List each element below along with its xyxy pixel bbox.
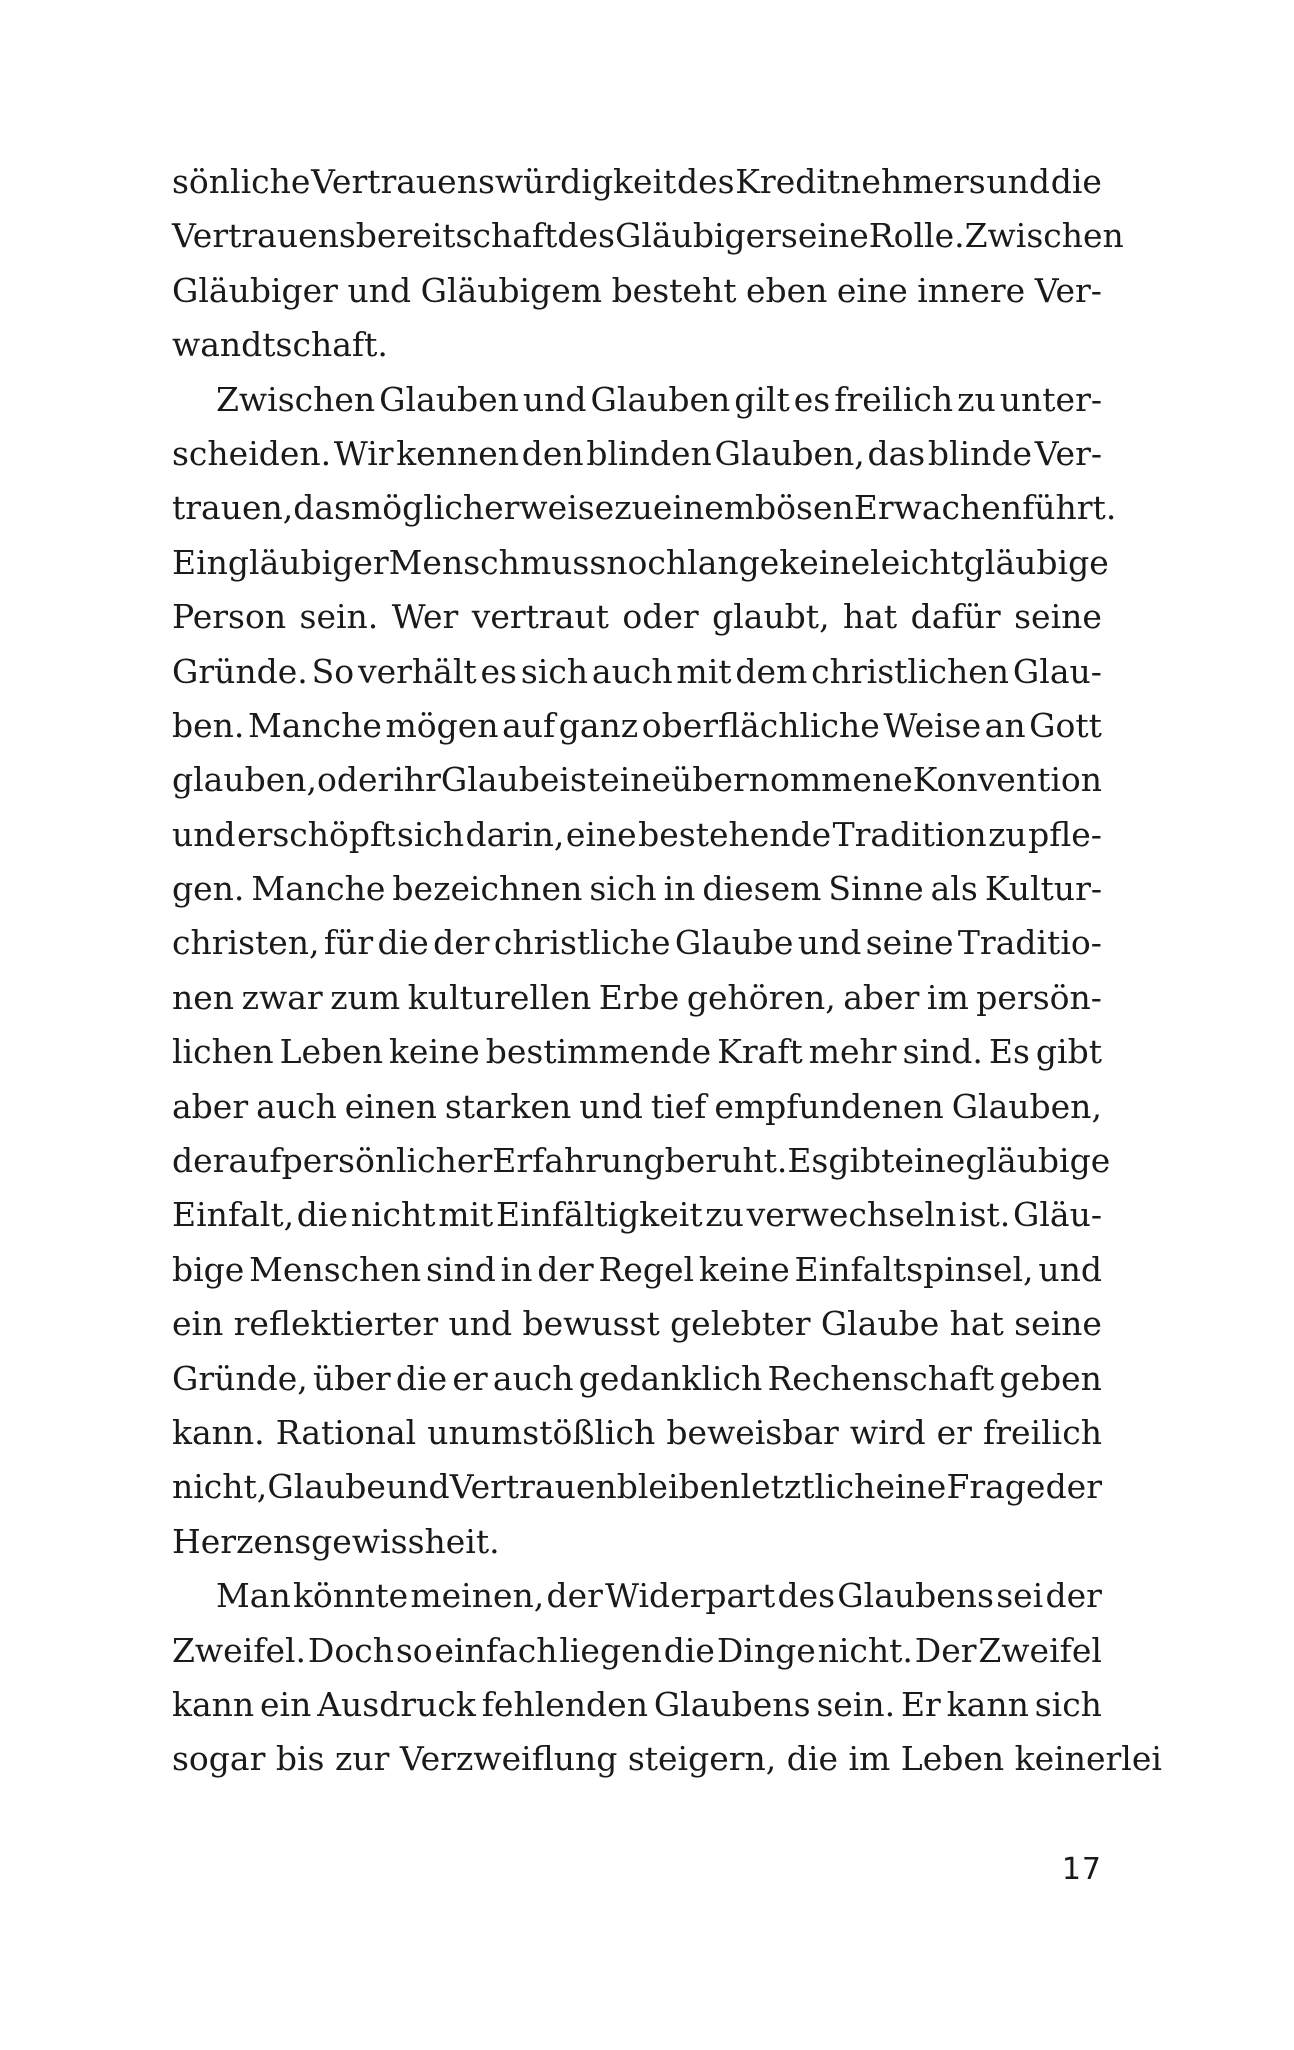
word: oder bbox=[317, 760, 394, 800]
word: zu bbox=[705, 1195, 744, 1235]
word: Ausdruck bbox=[317, 1684, 476, 1724]
word: Glaubens bbox=[837, 1576, 994, 1616]
word: Ein bbox=[172, 542, 228, 582]
word: auf bbox=[502, 705, 556, 745]
word: tief bbox=[650, 1086, 707, 1126]
word: ein bbox=[172, 1304, 224, 1344]
word: Erbe bbox=[598, 977, 680, 1017]
word: dafür bbox=[910, 597, 1001, 637]
word: Tradition bbox=[832, 814, 987, 854]
word: eine bbox=[875, 1467, 947, 1507]
word: der bbox=[1045, 1576, 1102, 1616]
word: es bbox=[793, 379, 831, 419]
word: besteht bbox=[611, 270, 737, 310]
word: darin, bbox=[465, 814, 565, 854]
word: bestehende bbox=[638, 814, 832, 854]
word: ein bbox=[260, 1684, 312, 1724]
word: oberflächliche bbox=[641, 705, 880, 745]
word: er bbox=[936, 1412, 972, 1452]
word: Konvention bbox=[912, 760, 1103, 800]
word: Der bbox=[914, 1630, 977, 1670]
word: Leben bbox=[279, 1032, 383, 1072]
word: die bbox=[663, 1630, 715, 1670]
word: empfundenen bbox=[714, 1086, 944, 1126]
word: hat bbox=[843, 597, 898, 637]
word: pfle- bbox=[1028, 814, 1102, 854]
word: einem bbox=[652, 488, 756, 528]
word: die bbox=[1050, 162, 1102, 201]
word: der bbox=[546, 1576, 603, 1616]
word: Manche bbox=[251, 869, 386, 909]
word: zu bbox=[988, 814, 1027, 854]
text-line bbox=[172, 1406, 1102, 1460]
word: sich bbox=[396, 814, 465, 854]
word: unter- bbox=[999, 379, 1102, 419]
word: eine bbox=[565, 814, 637, 854]
word: Dinge bbox=[716, 1630, 816, 1670]
word: und bbox=[579, 1086, 643, 1126]
text-line bbox=[172, 808, 1102, 862]
word: sei bbox=[996, 1576, 1044, 1616]
word: gen. bbox=[172, 869, 245, 909]
word: sich bbox=[520, 651, 589, 691]
word: nicht, bbox=[172, 1467, 268, 1507]
word: bezeichnen bbox=[392, 869, 583, 909]
word: Zweifel. bbox=[172, 1630, 307, 1670]
word: liegen bbox=[559, 1630, 662, 1670]
word: über bbox=[313, 1358, 391, 1398]
word: scheiden. bbox=[172, 433, 332, 473]
word: nen bbox=[172, 977, 235, 1017]
word: seine bbox=[1014, 597, 1102, 637]
text-line bbox=[172, 590, 1102, 644]
word: eine bbox=[797, 216, 869, 256]
word: bewusst bbox=[522, 1304, 660, 1344]
text-line bbox=[172, 862, 1102, 916]
word: Kraft bbox=[717, 1032, 803, 1072]
word: bige bbox=[172, 1249, 245, 1289]
word: Weise bbox=[883, 705, 982, 745]
text-line bbox=[172, 536, 1109, 590]
word: lichen bbox=[172, 1032, 274, 1072]
word: bestimmende bbox=[485, 1032, 712, 1072]
word: Gründe, bbox=[172, 1358, 308, 1398]
word: Man bbox=[216, 1576, 291, 1616]
word: Vertrauen bbox=[449, 1467, 617, 1507]
word: des bbox=[557, 216, 615, 256]
word: unumstößlich bbox=[427, 1412, 656, 1452]
word: an bbox=[984, 705, 1026, 745]
word: Gläubigem bbox=[420, 270, 603, 310]
word: lange bbox=[687, 542, 780, 582]
word: Rolle. bbox=[868, 216, 965, 256]
word: Glauben, bbox=[951, 1086, 1102, 1126]
word: der bbox=[433, 923, 490, 963]
word: glaubt, bbox=[712, 597, 830, 637]
word: ganz bbox=[558, 705, 639, 745]
word: Glau- bbox=[1012, 651, 1102, 691]
text-line bbox=[172, 1678, 1102, 1732]
word: er bbox=[452, 1358, 488, 1398]
word: blinden bbox=[586, 433, 712, 473]
word: Zwischen bbox=[964, 216, 1124, 256]
text-line bbox=[172, 427, 1102, 481]
word: keine bbox=[388, 1032, 480, 1072]
word: fehlenden bbox=[481, 1684, 648, 1724]
word: auf bbox=[228, 1141, 282, 1181]
word: trauen, bbox=[172, 488, 294, 528]
word: eine bbox=[894, 1141, 966, 1181]
word: mit bbox=[438, 1195, 494, 1235]
word: Glaube bbox=[820, 1304, 940, 1344]
word: Glaubens bbox=[653, 1684, 811, 1724]
word: zu bbox=[614, 488, 653, 528]
word: Traditio- bbox=[957, 923, 1102, 963]
word: Einfältigkeit bbox=[495, 1195, 703, 1235]
word: leichtgläubige bbox=[870, 542, 1109, 582]
word: Rechenschaft bbox=[767, 1358, 995, 1398]
word: Einfaltspinsel, bbox=[794, 1249, 1034, 1289]
word: gehören, bbox=[686, 977, 836, 1017]
word: ist. bbox=[959, 1195, 1011, 1235]
word: gibt bbox=[828, 1141, 895, 1181]
word: persön- bbox=[976, 977, 1102, 1017]
word: Ver- bbox=[1034, 433, 1102, 473]
word: glauben, bbox=[172, 760, 318, 800]
word: so bbox=[395, 1630, 433, 1670]
word: dem bbox=[735, 651, 808, 691]
word: kennen bbox=[396, 433, 520, 473]
word: nicht. bbox=[817, 1630, 913, 1670]
text-line bbox=[172, 971, 1102, 1025]
word: innere bbox=[917, 270, 1026, 310]
word: sind. bbox=[902, 1032, 983, 1072]
word: Glaube bbox=[440, 760, 560, 800]
word: und bbox=[522, 379, 587, 419]
text-line bbox=[172, 1134, 1111, 1188]
word: Mensch bbox=[388, 542, 520, 582]
word: gedanklich bbox=[578, 1358, 763, 1398]
word: Wer bbox=[391, 597, 459, 637]
word: aber bbox=[172, 1086, 249, 1126]
word: und bbox=[1038, 1249, 1102, 1289]
word: verhält bbox=[357, 651, 477, 691]
word: Glauben bbox=[590, 379, 731, 419]
text-line bbox=[172, 1080, 1102, 1134]
word: wird bbox=[849, 1412, 926, 1452]
word: Gläu- bbox=[1012, 1195, 1102, 1235]
body-text bbox=[172, 155, 1162, 1787]
word: vertraut bbox=[471, 597, 609, 637]
text-line bbox=[172, 1624, 1102, 1678]
word: keine bbox=[779, 542, 871, 582]
text-line: Herzensgewissheit. bbox=[172, 1521, 500, 1561]
word: eine bbox=[600, 760, 672, 800]
word: der bbox=[172, 1141, 229, 1181]
word: das bbox=[293, 488, 351, 528]
word: Glauben, bbox=[714, 433, 865, 473]
word: möglicherweise bbox=[350, 488, 615, 528]
word: Vertrauensbereitschaft bbox=[172, 216, 558, 256]
word: in bbox=[500, 1249, 533, 1289]
word: Es bbox=[988, 1032, 1030, 1072]
text-line bbox=[172, 481, 1117, 535]
word: der bbox=[1045, 1467, 1102, 1507]
word: das bbox=[867, 433, 926, 473]
word: und bbox=[172, 814, 236, 854]
word: und bbox=[797, 923, 862, 963]
word: für bbox=[323, 923, 374, 963]
word: auch bbox=[256, 1086, 337, 1126]
word: Erfahrung bbox=[492, 1141, 665, 1181]
word: Gläubiger bbox=[172, 270, 338, 310]
word: verwechseln bbox=[746, 1195, 957, 1235]
word: freilich bbox=[983, 1412, 1102, 1452]
word: Gott bbox=[1029, 705, 1102, 745]
word: Sinne bbox=[828, 869, 924, 909]
word: bleiben bbox=[616, 1467, 741, 1507]
word: Kreditnehmers bbox=[735, 162, 986, 201]
word: bösen bbox=[755, 488, 854, 528]
word: starken bbox=[444, 1086, 572, 1126]
word: geben bbox=[999, 1358, 1102, 1398]
word: mit bbox=[676, 651, 732, 691]
word: hat bbox=[949, 1304, 1004, 1344]
word: eben bbox=[745, 270, 828, 310]
word: kann bbox=[172, 1684, 255, 1724]
word: blinde bbox=[927, 433, 1033, 473]
word: Rational bbox=[275, 1412, 417, 1452]
word: die bbox=[377, 923, 429, 963]
text-line bbox=[172, 645, 1102, 699]
word: Gläubigers bbox=[614, 216, 798, 256]
text-line: wandtschaft. bbox=[172, 325, 388, 365]
word: im bbox=[926, 977, 969, 1017]
word: christlichen bbox=[811, 651, 1010, 691]
word: sein. bbox=[816, 1684, 896, 1724]
word: letztlich bbox=[740, 1467, 876, 1507]
word: Widerpart bbox=[605, 1576, 776, 1616]
text-line bbox=[172, 1243, 1102, 1297]
word: auch bbox=[492, 1358, 574, 1398]
word: meinen, bbox=[410, 1576, 545, 1616]
word: Glaube bbox=[267, 1467, 386, 1507]
word: Doch bbox=[307, 1630, 394, 1670]
word: sind bbox=[425, 1249, 496, 1289]
word: die bbox=[296, 1195, 348, 1235]
word: mehr bbox=[808, 1032, 897, 1072]
word: noch bbox=[606, 542, 688, 582]
word: Zwischen bbox=[216, 379, 376, 419]
word: ist bbox=[559, 760, 601, 800]
word: aber bbox=[843, 977, 920, 1017]
word: könnte bbox=[292, 1576, 409, 1616]
word: des bbox=[777, 1576, 836, 1616]
word: eine bbox=[836, 270, 908, 310]
text-line bbox=[172, 209, 1124, 263]
word: Glauben bbox=[379, 379, 519, 419]
word: zu bbox=[957, 379, 996, 419]
word: keine bbox=[698, 1249, 790, 1289]
text-line bbox=[172, 753, 1102, 807]
text-line: sogar bis zur Verzweiflung steigern, die im Leben keinerlei bbox=[172, 1739, 1162, 1779]
word: christliche bbox=[493, 923, 671, 963]
word: beruht. bbox=[664, 1141, 788, 1181]
word: christen, bbox=[172, 923, 320, 963]
word: ihr bbox=[393, 760, 441, 800]
word: gelebter bbox=[670, 1304, 811, 1344]
text-line bbox=[172, 1352, 1102, 1406]
word: sich bbox=[589, 869, 657, 909]
word: und bbox=[986, 162, 1051, 201]
word: oder bbox=[622, 597, 699, 637]
text-line bbox=[172, 1569, 1102, 1623]
text-line bbox=[172, 373, 1102, 427]
text-line bbox=[172, 1188, 1102, 1242]
word: es bbox=[480, 651, 517, 691]
word: Er bbox=[900, 1684, 941, 1724]
text-line bbox=[172, 699, 1102, 753]
text-line bbox=[172, 1460, 1102, 1514]
word: übernommene bbox=[671, 760, 913, 800]
word: kulturellen bbox=[407, 977, 592, 1017]
word: Es bbox=[787, 1141, 829, 1181]
word: Manche bbox=[247, 705, 382, 745]
word: Vertrauenswürdigkeit bbox=[311, 162, 677, 201]
word: der bbox=[537, 1249, 594, 1289]
word: mögen bbox=[385, 705, 499, 745]
word: seine bbox=[1014, 1304, 1102, 1344]
word: Glaube bbox=[674, 923, 794, 963]
word: gilt bbox=[734, 379, 790, 419]
word: So bbox=[311, 651, 355, 691]
word: gibt bbox=[1035, 1032, 1102, 1072]
word: Erwachen bbox=[853, 488, 1023, 528]
word: nicht bbox=[350, 1195, 436, 1235]
word: ben. bbox=[172, 705, 245, 745]
word: Gründe. bbox=[172, 651, 308, 691]
word: kann. bbox=[172, 1412, 265, 1452]
word: einfach bbox=[434, 1630, 558, 1670]
text-line bbox=[172, 916, 1102, 970]
word: einen bbox=[344, 1086, 437, 1126]
text-line bbox=[172, 155, 1102, 209]
word: Regel bbox=[598, 1249, 695, 1289]
word: seine bbox=[865, 923, 954, 963]
text-line bbox=[172, 1297, 1102, 1351]
word: Menschen bbox=[249, 1249, 422, 1289]
word: sönliche bbox=[172, 162, 311, 201]
word: auch bbox=[591, 651, 673, 691]
word: diesem bbox=[702, 869, 822, 909]
word: kann bbox=[946, 1684, 1029, 1724]
word: zwar bbox=[241, 977, 323, 1017]
word: und bbox=[386, 1467, 450, 1507]
word: beweisbar bbox=[666, 1412, 839, 1452]
word: den bbox=[521, 433, 584, 473]
word: gläubiger bbox=[227, 542, 389, 582]
word: führt. bbox=[1022, 488, 1117, 528]
word: und bbox=[448, 1304, 513, 1344]
word: die bbox=[395, 1358, 448, 1398]
word: sich bbox=[1034, 1684, 1102, 1724]
word: Einfalt, bbox=[172, 1195, 295, 1235]
word: zum bbox=[330, 977, 401, 1017]
word: Person bbox=[172, 597, 287, 637]
word: gläubige bbox=[965, 1141, 1111, 1181]
text-line bbox=[172, 1025, 1102, 1079]
word: Ver- bbox=[1034, 270, 1102, 310]
word: und bbox=[347, 270, 412, 310]
word: Wir bbox=[333, 433, 394, 473]
word: reflektierter bbox=[233, 1304, 439, 1344]
word: als bbox=[930, 869, 978, 909]
word: Kultur- bbox=[984, 869, 1102, 909]
word: sein. bbox=[299, 597, 379, 637]
word: erschöpft bbox=[237, 814, 396, 854]
word: Zweifel bbox=[978, 1630, 1102, 1670]
word: freilich bbox=[834, 379, 954, 419]
word: persönlicher bbox=[281, 1141, 493, 1181]
word: muss bbox=[519, 542, 607, 582]
word: in bbox=[663, 869, 696, 909]
word: des bbox=[677, 162, 735, 201]
text-line bbox=[172, 264, 1102, 318]
word: Frage bbox=[946, 1467, 1046, 1507]
page-number: 17 bbox=[1061, 1852, 1102, 1887]
